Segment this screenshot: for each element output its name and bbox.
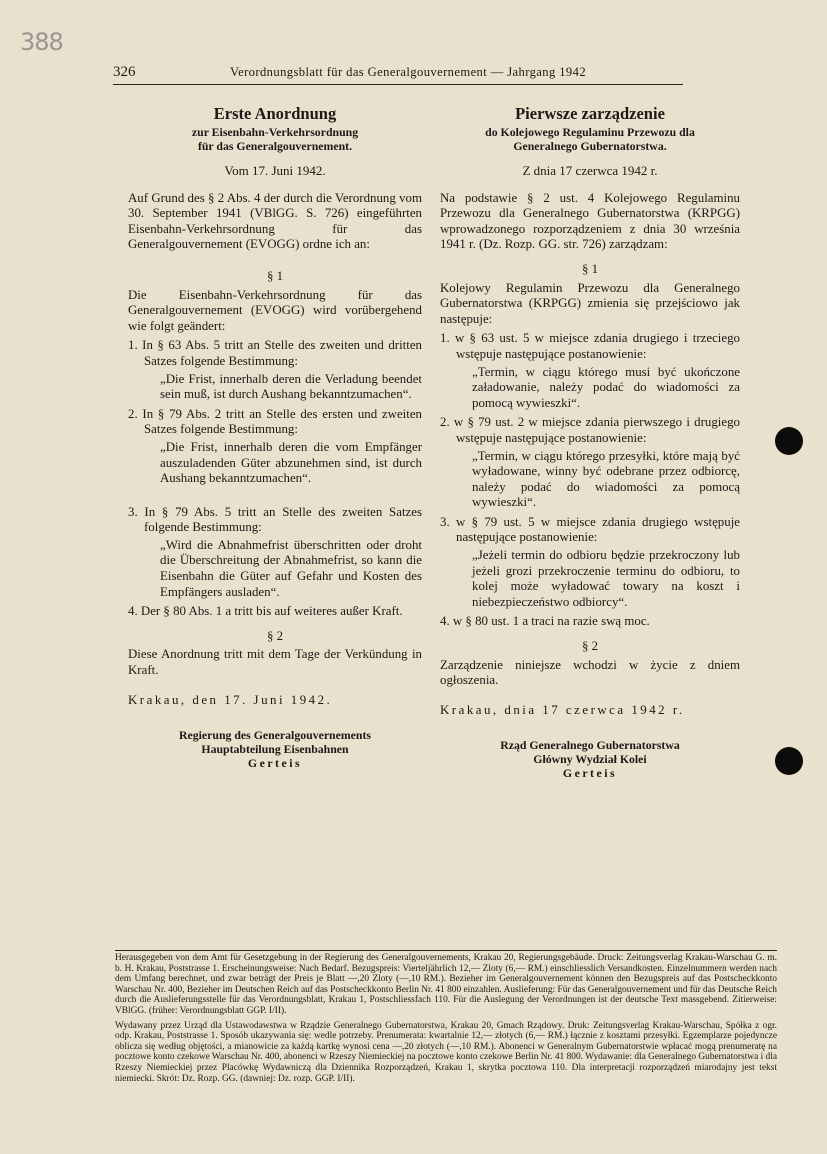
journal-title: Verordnungsblatt für das Generalgouvernement — Jahrgang 1942 [230, 65, 587, 79]
page-number: 326 [113, 64, 136, 80]
german-place-date: Krakau, den 17. Juni 1942. [128, 692, 333, 707]
handwritten-page-number: 388 [20, 28, 63, 56]
german-signature-authority: Regierung des Generalgouvernements [179, 728, 371, 743]
polish-date: Z dnia 17 czerwca 1942 r. [522, 163, 658, 178]
page-header [113, 62, 683, 85]
publication-footer [115, 950, 777, 1088]
german-date: Vom 17. Juni 1942. [224, 163, 326, 178]
german-section-1-text: Die Eisenbahn-Verkehrsordnung für das Generalgouvernement (EVOGG) wird vorübergehend wie folgt geändert: [128, 287, 422, 333]
polish-section-1-text: Kolejowy Regulamin Przewozu dla Generalnego Gubernatorstwa (KRPGG) zmienia się przejściowo jak następuje: [440, 280, 740, 326]
german-item-4: 4. Der § 80 Abs. 1 a tritt bis auf weiteres außer Kraft. [128, 604, 403, 619]
german-subtitle-2: für das Generalgouvernement. [197, 139, 353, 153]
polish-item-3-quote: „Jeżeli termin do odbioru będzie przekroczony lub jeżeli grozi przekroczenie terminu do odbioru, to kolej może wyładować towary na koszt i niebezpieczeństwo odbiorcy“. [472, 548, 740, 609]
german-subtitle-1: zur Eisenbahn-Verkehrsordnung [191, 125, 359, 139]
polish-place-date: Krakau, dnia 17 czerwca 1942 r. [440, 702, 685, 717]
polish-intro: Na podstawie § 2 ust. 4 Kolejowego Regulaminu Przewozu dla Generalnego Gubernatorstwa (KRPGG) wprowadzonego rozporządzeniem z dnia 30 września 1941 r. (Dz. Rozp. GG. str. 726) zarządzam: [440, 190, 740, 252]
german-section-2: § 2 [266, 628, 284, 643]
german-signature-name: Gerteis [247, 756, 303, 771]
german-section-2-text: Diese Anordnung tritt mit dem Tage der Verkündung in Kraft. [128, 647, 422, 678]
polish-item-2-quote: „Termin, w ciągu którego przesyłki, które mają być wyładowane, winny być odebrane przez odbiorcę, należy podać do wiadomości za pomocą wywieszki“. [472, 448, 740, 510]
polish-subtitle-2: Generalnego Gubernatorstwa. [513, 139, 667, 153]
polish-section-1: § 1 [581, 261, 599, 276]
german-intro: Auf Grund des § 2 Abs. 4 der durch die Verordnung vom 30. September 1941 (VBlGG. S. 726) eingeführten Eisenbahn-Verkehrsordnung für das Generalgouvernement (EVOGG) ordne ich an: [128, 190, 422, 252]
footer-polish: Wydawany przez Urząd dla Ustawodawstwa w Rządzie Generalnego Gubernatorstwa, Krakau 20, Gmach Rządowy. Druk: Zeitungsverlag Krakau-Warschau, Spółka z ogr. odp. Krakau, Poststrasse 1. Sposób ukazywania się: wedle potrzeby. Prenumerata: kwartalnie 12,— złotych (6,— RM.) łącznie z kosztami przesyłki. Egzemplarze pojedyncze oblicza się według objętości, a mianowicie za każdą kartkę wynosi cena —,20 złotych (—,10 RM.). Abonenci w Generalnym Gubernatorstwie wpłacać mogą prenumeratę na pocztowe konto czekowe Warschau Nr. 400, abonenci w Rzeszy Niemieckiej na pocztowe konto czekowe Berlin Nr. 41 800. Wydawanie: dla Generalnego Gubernatorstwa i dla Rzeszy Niemieckiej przez Placówkę Wydawniczą dla Dziennika Rozporządzeń, Krakau 1, skrytka pocztowa 110. Dla interpretacji rozporządzeń miarodajny jest tekst niemiecki. Skrót: Dz. Rozp. GG. (dawniej: Dz. rozp. GGP. I/II). [115, 1020, 777, 1084]
punch-hole-lower [775, 747, 803, 775]
punch-hole-upper [775, 427, 803, 455]
polish-item-2: 2. w § 79 ust. 2 w miejsce zdania pierwszego i drugiego wstępuje następujące postanowienie: [440, 415, 740, 445]
footer-german: Herausgegeben von dem Amt für Gesetzgebung in der Regierung des Generalgouvernements, Krakau 20, Regierungsgebäude. Druck: Zeitungsverlag Krakau-Warschau G. m. b. H. Krakau, Poststrasse 1. Erscheinungsweise: Nach Bedarf. Bezugspreis: Vierteljährlich 12,— Zloty (6,— RM.) einschliesslich Versandkosten. Einzelnummern werden nach dem Umfang berechnet, und zwar beträgt der Preis je Blatt —,20 Zloty (—,10 RM.). Bezieher im Generalgouvernement können den Bezugspreis auf das Postscheckkonto Warschau Nr. 400, Bezieher im Deutschen Reich auf das Postscheckkonto Berlin Nr. 41 800 einzahlen. Auslieferung: Für das Generalgouvernement und für das Deutsche Reich durch die Auslieferungsstelle für das Verordnungsblatt, Krakau 1, Postschliessfach 110. Für die Auslegung der Verordnungen ist der deutsche Text massgebend. Zitierweise: VBlGG. (früher: Verordnungsblatt GGP. I/II). [115, 953, 777, 1016]
german-item-3: 3. In § 79 Abs. 5 tritt an Stelle des zweiten Satzes folgende Bestimmung: [128, 504, 422, 535]
polish-signature-department: Główny Wydział Kolei [533, 752, 647, 767]
german-signature-department: Hauptabteilung Eisenbahnen [201, 742, 349, 757]
polish-section-2: § 2 [581, 639, 599, 654]
polish-signature-name: Gerteis [562, 766, 618, 781]
polish-section-2-text: Zarządzenie niniejsze wchodzi w życie z dniem ogłoszenia. [440, 657, 740, 688]
polish-signature-authority: Rząd Generalnego Gubernatorstwa [500, 738, 680, 753]
polish-column [440, 95, 740, 780]
polish-item-4: 4. w § 80 ust. 1 a traci na razie swą moc. [440, 614, 650, 629]
german-column [128, 95, 422, 770]
german-title: Erste Anordnung [213, 104, 337, 123]
german-item-2: 2. In § 79 Abs. 2 tritt an Stelle des ersten und zweiten Satzes folgende Bestimmung: [128, 406, 422, 437]
german-section-1: § 1 [266, 268, 284, 283]
polish-subtitle-1: do Kolejowego Regulaminu Przewozu dla [485, 125, 695, 139]
polish-item-1: 1. w § 63 ust. 5 w miejsce zdania drugiego i trzeciego wstępuje następujące postanowienie: [440, 331, 740, 361]
german-item-3-quote: „Wird die Abnahmefrist überschritten oder droht die Überschreitung der Abnahmefrist, so kann die Eisenbahn die Güter auf Gefahr und Kosten des Empfängers ausladen“. [160, 537, 422, 599]
german-item-1-quote: „Die Frist, innerhalb deren die Verladung beendet sein muß, ist durch Aushang bekanntzumachen“. [160, 371, 422, 402]
polish-item-1-quote: „Termin, w ciągu którego musi być ukończone załadowanie, należy podać do wiadomości za pomocą wywieszki“. [472, 364, 740, 410]
german-item-2-quote: „Die Frist, innerhalb deren die vom Empfänger auszuladenden Güter abzunehmen sind, ist durch Aushang bekanntzumachen“. [160, 439, 422, 486]
german-item-1: 1. In § 63 Abs. 5 tritt an Stelle des zweiten und dritten Satzes folgende Bestimmung: [128, 338, 422, 368]
polish-item-3: 3. w § 79 ust. 5 w miejsce zdania drugiego wstępuje następujące postanowienie: [440, 514, 740, 545]
polish-title: Pierwsze zarządzenie [515, 104, 665, 123]
